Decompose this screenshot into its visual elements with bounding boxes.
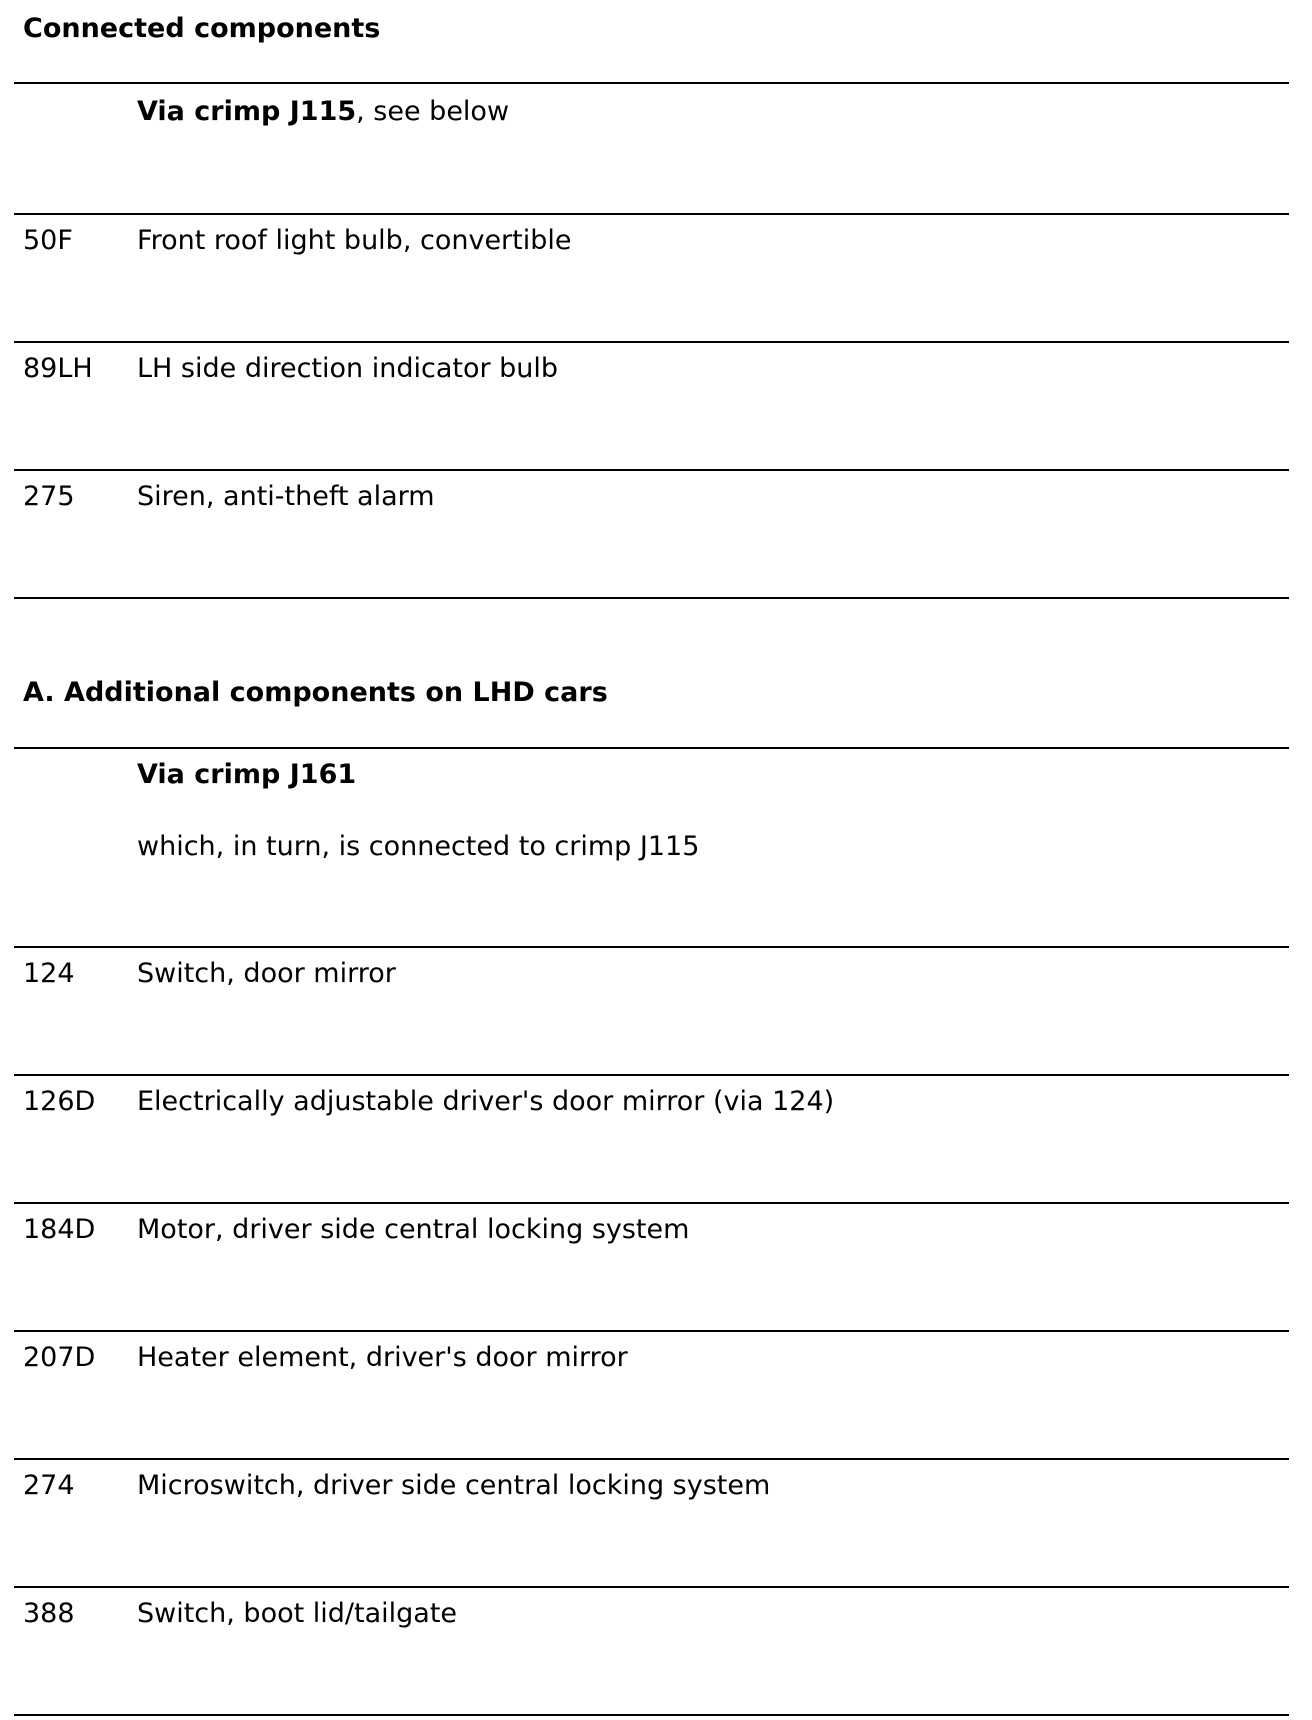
- table-rule: [14, 1586, 1289, 1588]
- table-rule: [14, 597, 1289, 599]
- crimp-note: which, in turn, is connected to crimp J115: [137, 831, 700, 862]
- table-rule: [14, 213, 1289, 215]
- table-rule: [14, 82, 1289, 84]
- table-rule: [14, 1074, 1289, 1076]
- component-description: Siren, anti-theft alarm: [137, 481, 435, 512]
- section-heading-connected-components: Connected components: [23, 13, 381, 44]
- component-code: 275: [23, 481, 75, 512]
- component-code: 124: [23, 958, 75, 989]
- component-description: Switch, boot lid/tailgate: [137, 1598, 458, 1629]
- component-code: 50F: [23, 225, 73, 256]
- crimp-reference: [137, 95, 509, 129]
- table-rule: [14, 1330, 1289, 1332]
- table-rule: [14, 1458, 1289, 1460]
- table-rule: [14, 1714, 1289, 1716]
- component-description: Motor, driver side central locking system: [137, 1214, 690, 1245]
- component-code: 89LH: [23, 353, 93, 384]
- crimp-note: , see below: [356, 96, 510, 127]
- component-code: 274: [23, 1470, 75, 1501]
- component-code: 388: [23, 1598, 75, 1629]
- table-rule: [14, 747, 1289, 749]
- component-code: 207D: [23, 1342, 96, 1373]
- component-description: Heater element, driver's door mirror: [137, 1342, 628, 1373]
- component-description: Front roof light bulb, convertible: [137, 225, 572, 256]
- table-rule: [14, 1202, 1289, 1204]
- component-description: Microswitch, driver side central locking system: [137, 1470, 771, 1501]
- component-description: LH side direction indicator bulb: [137, 353, 559, 384]
- section-heading-lhd-components: A. Additional components on LHD cars: [23, 677, 608, 708]
- component-description: Electrically adjustable driver's door mirror (via 124): [137, 1086, 835, 1117]
- component-code: 126D: [23, 1086, 96, 1117]
- table-rule: [14, 341, 1289, 343]
- table-rule: [14, 946, 1289, 948]
- crimp-label: Via crimp J161: [137, 759, 357, 790]
- crimp-label: Via crimp J115: [137, 96, 357, 127]
- component-code: 184D: [23, 1214, 96, 1245]
- component-description: Switch, door mirror: [137, 958, 396, 989]
- table-rule: [14, 469, 1289, 471]
